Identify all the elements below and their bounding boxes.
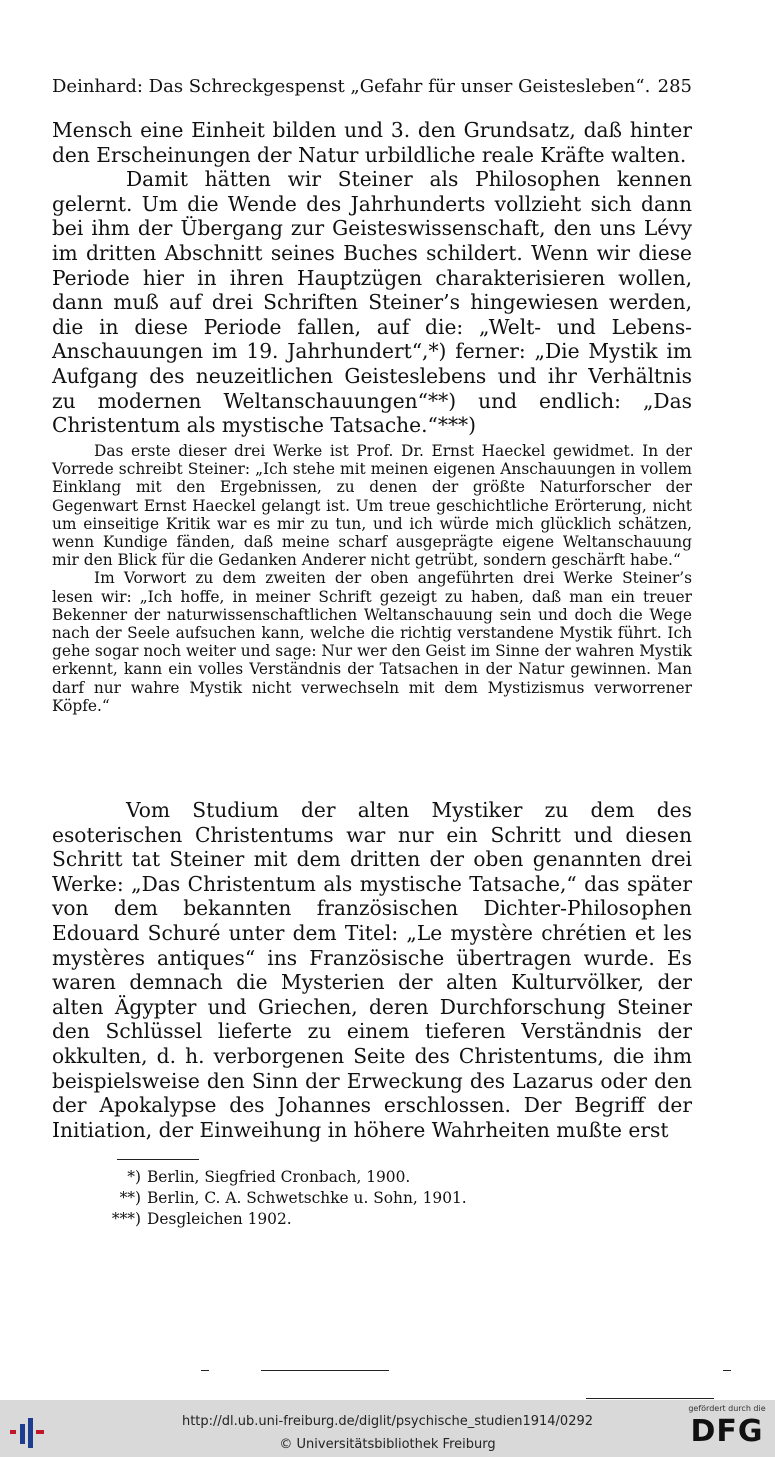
- permalink-url[interactable]: http://dl.ub.uni-freiburg.de/diglit/psychische_studien1914/0292: [181, 1414, 594, 1429]
- small-paragraph-2: Im Vorwort zu dem zweiten der oben angeführten drei Werke Steiner’s lesen wir: „Ich hoffe, in meiner Schrift gezeigt zu haben, daß man ein treuer Bekenner der naturwissenschaftlichen Weltanschauung sein und doch die Wege nach der Seele aufsuchen kann, welche die richtig verstandene Mystik führt. Ich gehe sogar noch weiter und sage: Nur wer den Geist im Sinne der wahren Mystik erkennt, kann ein volles Verständnis der Tatsachen in der Natur gewinnen. Man darf nur wahre Mystik nicht verwechseln mit dem Mystizismus verworrener Köpfe.“: [52, 569, 692, 715]
- paragraph-2: Damit hätten wir Steiner als Philosophen kennen gelernt. Um die Wende des Jahrhunderts vollzieht sich dann bei ihm der Übergang zur Geisteswissenschaft, den uns Lévy im dritten Abschnitt seines Buches schildert. Wenn wir diese Periode hier in ihren Hauptzügen charakterisieren wollen, dann muß auf drei Schriften Steiner’s hingewiesen werden, die in diese Periode fallen, auf die: „Welt- und Lebens-Anschauungen im 19. Jahrhundert“,*) ferner: „Die Mystik im Aufgang des neuzeitlichen Geisteslebens und ihr Verhältnis zu modernen Weltanschauungen“**) und endlich: „Das Christentum als mystische Tatsache.“***): [52, 167, 692, 438]
- dfg-logo: [684, 1404, 770, 1454]
- paragraph-3: Vom Studium der alten Mystiker zu dem des esoterischen Christentums war nur ein Schritt und diesen Schritt tat Steiner mit dem dritten der oben genannten drei Werke: „Das Christentum als mystische Tatsache,“ das später von dem bekannten französischen Dichter-Philosophen Edouard Schuré unter dem Titel: „Le mystère chrétien et les mystères antiques“ ins Französische übertragen wurde. Es waren demnach die Mysterien der alten Kulturvölker, der alten Ägypter und Griechen, deren Durchforschung Steiner den Schlüssel lieferte zu einem tieferen Verständnis der okkulten, d. h. verborgenen Seite des Christentums, die ihm beispielsweise den Sinn der Erweckung des Lazarus oder den der Apokalypse des Johannes erschlossen. Der Begriff der Initiation, der Einweihung in höhere Wahrheiten mußte erst: [52, 798, 692, 1142]
- footnotes: [85, 1167, 467, 1230]
- main-text-upper: [52, 118, 692, 438]
- main-text-lower: [52, 798, 692, 1142]
- footnote-text: Berlin, C. A. Schwetschke u. Sohn, 1901.: [147, 1189, 467, 1207]
- footnote-2: [85, 1188, 467, 1209]
- bottom-rule-right: [586, 1398, 714, 1399]
- footnote-mark: *): [127, 1168, 141, 1186]
- small-print-block: [52, 442, 692, 715]
- copyright-notice: © Universitätsbibliothek Freiburg: [279, 1437, 496, 1452]
- paragraph-1: Mensch eine Einheit bilden und 3. den Grundsatz, daß hinter den Erscheinungen der Natur urbildliche reale Kräfte walten.: [52, 118, 692, 167]
- footnote-mark: ***): [111, 1210, 141, 1228]
- footnote-3: [85, 1209, 467, 1230]
- viewer-footer: [0, 1400, 775, 1457]
- sponsor-caption: gefördert durch die: [688, 1404, 766, 1413]
- page-number: 285: [657, 76, 692, 97]
- footnote-mark: **): [119, 1189, 141, 1207]
- dfg-logo-text: DFG: [690, 1414, 764, 1449]
- footnote-text: Berlin, Siegfried Cronbach, 1900.: [147, 1168, 411, 1186]
- small-paragraph-1: Das erste dieser drei Werke ist Prof. Dr. Ernst Haeckel gewidmet. In der Vorrede schreibt Steiner: „Ich stehe mit meinen eigenen Anschauungen in vollem Einklang mit den Ergebnissen, zu denen der größte Naturforscher der Gegenwart Ernst Haeckel gelangt ist. Um treue geschichtliche Erörterung, nicht um einseitige Kritik war es mir zu tun, und ich würde mich glücklich schätzen, wenn Kundige fänden, daß meine scharf ausgeprägte eigene Weltanschauung mir den Blick für die Gedanken Anderer nicht getrübt, sondern geschärft habe.“: [52, 442, 692, 570]
- footnote-1: [85, 1167, 467, 1188]
- footnote-text: Desgleichen 1902.: [147, 1210, 292, 1228]
- running-title: Deinhard: Das Schreckgespenst „Gefahr für unser Geistesleben“.: [52, 76, 651, 97]
- running-header: [52, 76, 692, 97]
- bottom-dash-left: [201, 1370, 209, 1371]
- bottom-rule-center: [261, 1370, 389, 1371]
- footnote-rule: [117, 1159, 199, 1160]
- bottom-dash-right: [723, 1370, 731, 1371]
